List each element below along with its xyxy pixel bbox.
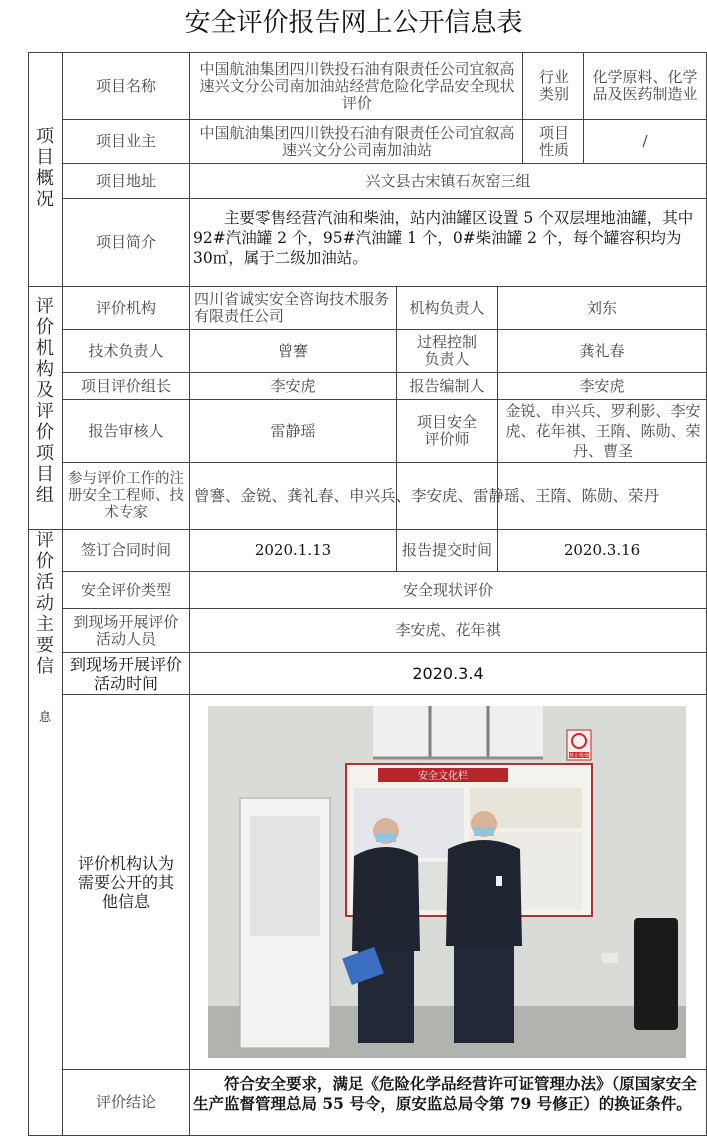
section-activity-label: 评价活动主要信: [36, 530, 54, 677]
writer-value: 李安虎: [579, 376, 625, 395]
head-value: 刘东: [586, 298, 617, 317]
section-overview-label: 项目概况: [36, 126, 54, 210]
engineers-value: 曾謇、金锐、龚礼春、申兴兵、李安虎、雷静瑶、王隋、陈勋、荣丹: [194, 487, 660, 505]
tech-label: 技术负责人: [88, 341, 164, 360]
nature-label: 项目性质: [538, 123, 569, 159]
head-label: 机构负责人: [409, 298, 485, 317]
assessor-label: 项目安全评价师: [416, 413, 477, 448]
page-title: 安全评价报告网上公开信息表: [184, 8, 523, 38]
industry-value: 化学原料、化学品及医药制造业: [592, 68, 698, 103]
type-label: 安全评价类型: [80, 580, 171, 599]
assessor-value: 金锐、申兴兵、罗利影、李安虎、花年祺、王隋、陈勋、荣丹、曹圣: [505, 402, 701, 460]
owner-label: 项目业主: [95, 132, 156, 150]
nature-value: /: [642, 132, 648, 150]
time-value: 2020.3.4: [412, 664, 484, 683]
site-photo: [208, 706, 686, 1058]
owner-value: 中国航油集团四川铁投石油有限责任公司宜叙高速兴文分公司南加油站: [199, 123, 515, 159]
address-value: 兴文县古宋镇石灰窑三组: [365, 171, 531, 190]
conclusion-label: 评价结论: [95, 1093, 156, 1111]
no-smoking-sign-text: 禁止吸烟: [568, 753, 590, 759]
leader-label: 项目评价组长: [80, 376, 171, 395]
process-value: 龚礼春: [579, 341, 625, 360]
time-label: 到现场开展评价活动时间: [69, 654, 182, 693]
other-info-label: 评价机构认为需要公开的其他信息: [77, 853, 174, 911]
industry-label: 行业类别: [538, 68, 569, 103]
section-activity-tail: 息: [38, 709, 51, 724]
intro-value: 主要零售经营汽油和柴油，站内油罐区设置 5 个双层埋地油罐，其中 92#汽油罐 2 个，95#汽油罐 1 个，0#柴油罐 2 个，每个罐容积均为 30㎥，属于二级加油站。: [193, 209, 694, 267]
staff-label: 到现场开展评价活动人员: [73, 612, 179, 648]
project-name-value: 中国航油集团四川铁投石油有限责任公司宜叙高速兴文分公司南加油站经营危险化学品安全现状评价: [199, 59, 515, 112]
conclusion-value: 符合安全要求，满足《危险化学品经营许可证管理办法》（原国家安全生产监督管理总局 55 号令，原安监总局令第 79 号修正）的换证条件。: [193, 1074, 697, 1113]
contract-value: 2020.1.13: [254, 541, 332, 559]
reviewer-value: 雷静瑶: [270, 421, 316, 440]
process-label: 过程控制负责人: [416, 333, 477, 368]
intro-label: 项目简介: [95, 233, 156, 251]
address-label: 项目地址: [95, 171, 156, 190]
reviewer-label: 报告审核人: [88, 421, 164, 440]
submit-value: 2020.3.16: [563, 541, 641, 559]
writer-label: 报告编制人: [409, 376, 485, 395]
project-name-label: 项目名称: [95, 76, 156, 95]
contract-label: 签订合同时间: [80, 541, 171, 559]
leader-value: 李安虎: [270, 376, 316, 395]
org-value: 四川省诚实安全咨询技术服务有限责任公司: [194, 290, 390, 325]
staff-value: 李安虎、花年祺: [395, 621, 501, 639]
board-title-text: 安全文化栏: [418, 771, 468, 782]
tech-value: 曾謇: [277, 341, 308, 360]
submit-label: 报告提交时间: [401, 541, 492, 559]
type-value: 安全现状评价: [402, 580, 493, 599]
org-label: 评价机构: [95, 298, 156, 317]
engineers-label: 参与评价工作的注册安全工程师、技术专家: [68, 470, 184, 521]
section-agency-label: 评价机构及评价项目组: [36, 296, 54, 506]
